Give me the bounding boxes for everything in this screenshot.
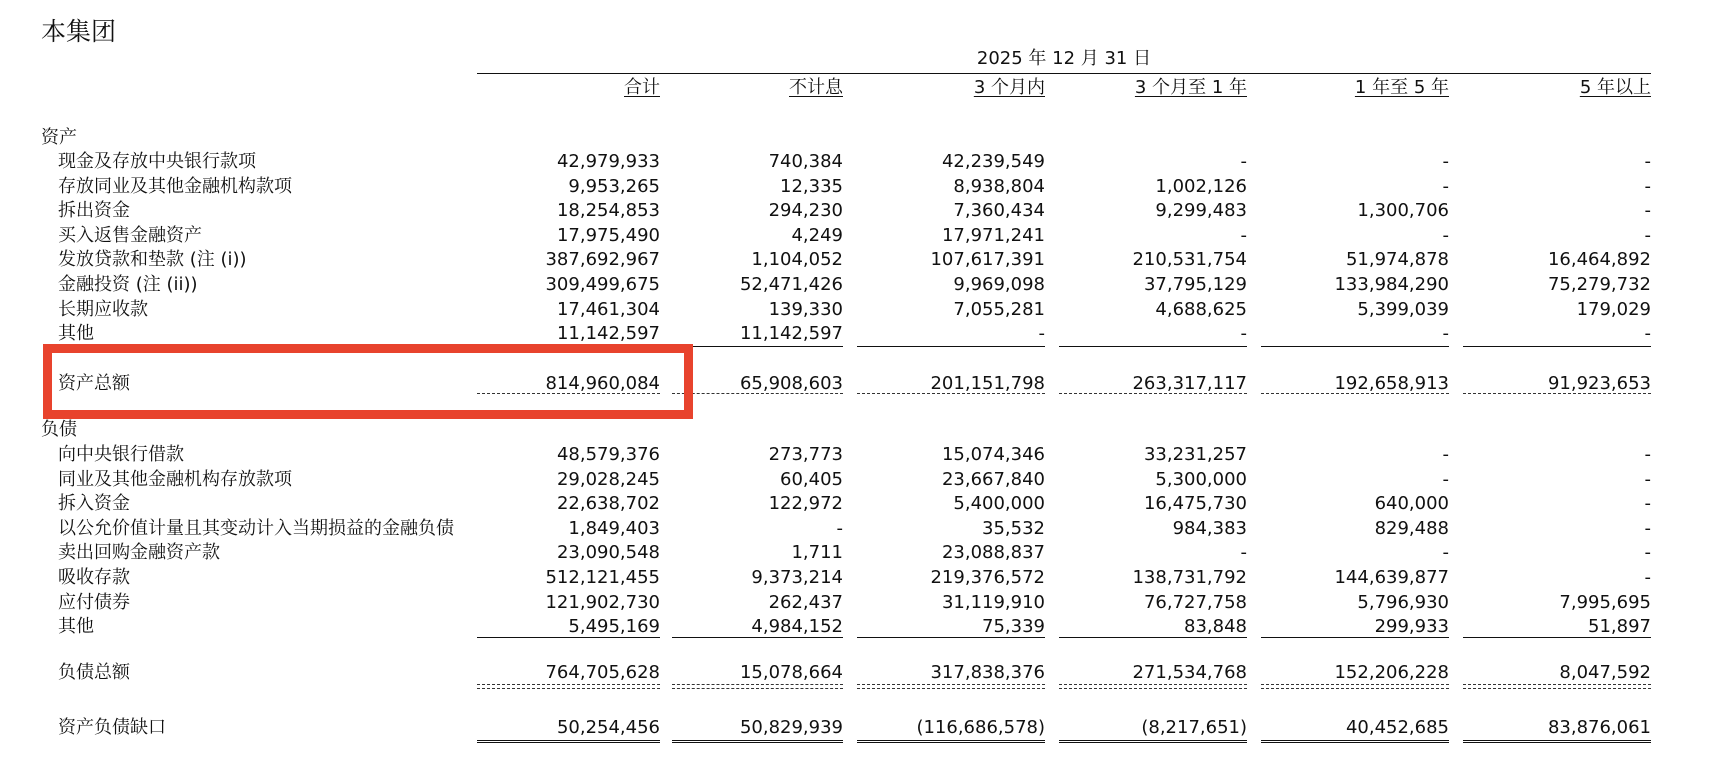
table-cell-total: 22,638,702 bbox=[556, 493, 660, 515]
table-cell-within-3-months: 219,376,572 bbox=[930, 567, 1045, 588]
period-header: 2025 年 12 月 31 日 bbox=[976, 48, 1152, 69]
gap-double-rule bbox=[857, 740, 1045, 743]
subtotal-rule bbox=[1059, 346, 1247, 347]
table-cell-non-interest: 12,335 bbox=[780, 175, 843, 197]
table-cell-3-months-to-1-year: 9,299,483 bbox=[1155, 200, 1247, 222]
table-cell-1-to-5-years: 829,488 bbox=[1374, 517, 1449, 539]
total-dashed-rule bbox=[672, 684, 843, 685]
table-cell-total: 18,254,853 bbox=[556, 200, 660, 222]
gap-double-rule bbox=[1463, 740, 1651, 743]
col-header-within-3-months: 3 个月内 bbox=[973, 77, 1045, 98]
gap-cell-within-3-months: (116,686,578) bbox=[916, 717, 1045, 738]
table-cell-non-interest: 60,405 bbox=[780, 468, 843, 490]
asset-total-cell-3-months-to-1-year: 263,317,117 bbox=[1132, 373, 1247, 394]
table-cell-non-interest: 11,142,597 bbox=[739, 323, 843, 345]
table-cell-over-5-years: 16,464,892 bbox=[1547, 249, 1651, 271]
table-cell-non-interest: - bbox=[836, 517, 843, 539]
row-label: 卖出回购金融资产款 bbox=[58, 542, 220, 564]
liability-total-cell-over-5-years: 8,047,592 bbox=[1559, 662, 1651, 683]
asset-total-cell-1-to-5-years: 192,658,913 bbox=[1334, 373, 1449, 394]
table-cell-3-months-to-1-year: 1,002,126 bbox=[1155, 175, 1247, 197]
table-cell-over-5-years: - bbox=[1644, 200, 1651, 222]
table-cell-within-3-months: 8,938,804 bbox=[953, 175, 1045, 197]
total-dashed-rule bbox=[857, 684, 1045, 685]
row-label: 应付债券 bbox=[58, 591, 130, 613]
asset-total-row bbox=[0, 372, 1728, 396]
total-dashed-rule bbox=[1261, 684, 1449, 685]
subtotal-rule bbox=[857, 637, 1045, 638]
table-cell-1-to-5-years: 5,399,039 bbox=[1357, 298, 1449, 320]
col-header-non-interest: 不计息 bbox=[789, 77, 843, 98]
table-cell-within-3-months: 15,074,346 bbox=[941, 444, 1045, 465]
table-cell-total: 5,495,169 bbox=[568, 616, 660, 638]
table-cell-3-months-to-1-year: - bbox=[1240, 151, 1247, 172]
row-label: 同业及其他金融机构存放款项 bbox=[58, 468, 292, 490]
table-cell-over-5-years: - bbox=[1644, 151, 1651, 172]
table-cell-total: 387,692,967 bbox=[545, 249, 660, 271]
table-cell-1-to-5-years: 133,984,290 bbox=[1334, 274, 1449, 295]
row-label: 现金及存放中央银行款项 bbox=[58, 151, 256, 172]
table-cell-within-3-months: 35,532 bbox=[982, 517, 1045, 539]
table-row bbox=[0, 273, 1728, 297]
table-cell-total: 121,902,730 bbox=[545, 591, 660, 613]
table-cell-within-3-months: 31,119,910 bbox=[941, 591, 1045, 613]
table-row bbox=[0, 298, 1728, 322]
table-cell-1-to-5-years: - bbox=[1442, 175, 1449, 197]
table-cell-within-3-months: 7,360,434 bbox=[953, 200, 1045, 222]
asset-total-cell-total: 814,960,084 bbox=[545, 373, 660, 394]
table-row bbox=[0, 199, 1728, 223]
table-cell-non-interest: 9,373,214 bbox=[751, 567, 843, 588]
asset-total-cell-non-interest: 65,908,603 bbox=[739, 373, 843, 394]
liability-total-row bbox=[0, 661, 1728, 685]
table-cell-over-5-years: 179,029 bbox=[1576, 298, 1651, 320]
table-cell-1-to-5-years: 51,974,878 bbox=[1345, 249, 1449, 271]
table-row bbox=[0, 224, 1728, 248]
table-cell-non-interest: 1,104,052 bbox=[751, 249, 843, 271]
table-cell-total: 17,461,304 bbox=[556, 298, 660, 320]
table-cell-total: 48,579,376 bbox=[556, 444, 660, 465]
table-cell-3-months-to-1-year: 76,727,758 bbox=[1143, 591, 1247, 613]
gap-cell-1-to-5-years: 40,452,685 bbox=[1345, 717, 1449, 738]
table-cell-3-months-to-1-year: 138,731,792 bbox=[1132, 567, 1247, 588]
gap-row bbox=[0, 716, 1728, 740]
table-cell-3-months-to-1-year: - bbox=[1240, 323, 1247, 345]
table-cell-1-to-5-years: 144,639,877 bbox=[1334, 567, 1449, 588]
row-label: 其他 bbox=[58, 616, 94, 638]
total-dashed-rule bbox=[477, 684, 660, 685]
col-header-3-months-to-1-year: 3 个月至 1 年 bbox=[1134, 77, 1247, 98]
table-cell-within-3-months: 7,055,281 bbox=[953, 298, 1045, 320]
table-cell-over-5-years: - bbox=[1644, 175, 1651, 197]
total-dashed-rule bbox=[1059, 688, 1247, 689]
table-cell-1-to-5-years: 1,300,706 bbox=[1357, 200, 1449, 222]
subtotal-rule bbox=[477, 637, 660, 638]
gap-cell-over-5-years: 83,876,061 bbox=[1547, 717, 1651, 738]
table-cell-over-5-years: - bbox=[1644, 444, 1651, 465]
row-label: 拆入资金 bbox=[58, 493, 130, 515]
subtotal-rule bbox=[672, 637, 843, 638]
table-cell-over-5-years: - bbox=[1644, 224, 1651, 246]
table-cell-1-to-5-years: - bbox=[1442, 323, 1449, 345]
liability-total-cell-total: 764,705,628 bbox=[545, 662, 660, 683]
subtotal-rule bbox=[1261, 637, 1449, 638]
gap-cell-total: 50,254,456 bbox=[556, 717, 660, 738]
subtotal-rule bbox=[857, 346, 1045, 347]
table-cell-within-3-months: 17,971,241 bbox=[941, 224, 1045, 246]
table-cell-over-5-years: - bbox=[1644, 567, 1651, 588]
table-row bbox=[0, 150, 1728, 174]
gap-cell-non-interest: 50,829,939 bbox=[739, 717, 843, 738]
gap-double-rule bbox=[477, 740, 660, 743]
row-label: 吸收存款 bbox=[58, 567, 130, 588]
table-cell-total: 9,953,265 bbox=[568, 175, 660, 197]
table-row bbox=[0, 443, 1728, 467]
table-cell-over-5-years: 7,995,695 bbox=[1559, 591, 1651, 613]
table-cell-non-interest: 4,249 bbox=[791, 224, 843, 246]
subtotal-rule bbox=[477, 346, 660, 347]
table-cell-3-months-to-1-year: 210,531,754 bbox=[1132, 249, 1247, 271]
table-cell-3-months-to-1-year: 33,231,257 bbox=[1143, 444, 1247, 465]
table-cell-3-months-to-1-year: - bbox=[1240, 224, 1247, 246]
table-cell-within-3-months: - bbox=[1038, 323, 1045, 345]
row-label: 长期应收款 bbox=[58, 298, 148, 320]
table-row bbox=[0, 248, 1728, 272]
table-cell-non-interest: 122,972 bbox=[768, 493, 843, 515]
table-cell-non-interest: 262,437 bbox=[768, 591, 843, 613]
table-cell-total: 17,975,490 bbox=[556, 224, 660, 246]
liability-total-cell-within-3-months: 317,838,376 bbox=[930, 662, 1045, 683]
subtotal-rule bbox=[672, 346, 843, 347]
table-cell-total: 512,121,455 bbox=[545, 567, 660, 588]
table-cell-3-months-to-1-year: 5,300,000 bbox=[1155, 468, 1247, 490]
col-header-1-to-5-years: 1 年至 5 年 bbox=[1354, 77, 1449, 98]
table-cell-1-to-5-years: - bbox=[1442, 151, 1449, 172]
table-cell-non-interest: 740,384 bbox=[768, 151, 843, 172]
table-cell-total: 42,979,933 bbox=[556, 151, 660, 172]
table-cell-over-5-years: - bbox=[1644, 493, 1651, 515]
table-cell-within-3-months: 107,617,391 bbox=[930, 249, 1045, 271]
table-cell-1-to-5-years: - bbox=[1442, 542, 1449, 564]
row-label: 发放贷款和垫款 (注 (i)) bbox=[58, 249, 247, 271]
asset-total-cell-over-5-years: 91,923,653 bbox=[1547, 373, 1651, 394]
total-dashed-rule bbox=[1463, 688, 1651, 689]
table-cell-over-5-years: - bbox=[1644, 517, 1651, 539]
table-row bbox=[0, 566, 1728, 590]
subtotal-rule bbox=[1261, 346, 1449, 347]
row-label: 拆出资金 bbox=[58, 200, 130, 222]
table-cell-over-5-years: - bbox=[1644, 542, 1651, 564]
section-label-assets: 资产 bbox=[41, 127, 77, 148]
row-label: 资产总额 bbox=[58, 373, 130, 394]
group-title: 本集团 bbox=[41, 17, 117, 46]
table-row bbox=[0, 615, 1728, 639]
table-row bbox=[0, 175, 1728, 199]
table-row bbox=[0, 492, 1728, 516]
row-label: 负债总额 bbox=[58, 662, 130, 683]
table-cell-1-to-5-years: 5,796,930 bbox=[1357, 591, 1449, 613]
table-cell-3-months-to-1-year: 984,383 bbox=[1172, 517, 1247, 539]
row-label: 存放同业及其他金融机构款项 bbox=[58, 175, 292, 197]
total-dashed-rule bbox=[1463, 684, 1651, 685]
row-label: 其他 bbox=[58, 323, 94, 345]
row-label: 以公允价值计量且其变动计入当期损益的金融负债 bbox=[58, 517, 454, 539]
table-cell-1-to-5-years: 640,000 bbox=[1374, 493, 1449, 515]
table-cell-1-to-5-years: - bbox=[1442, 224, 1449, 246]
table-cell-within-3-months: 5,400,000 bbox=[953, 493, 1045, 515]
table-cell-over-5-years: 51,897 bbox=[1588, 616, 1651, 638]
liability-total-cell-1-to-5-years: 152,206,228 bbox=[1334, 662, 1449, 683]
period-rule bbox=[477, 73, 1651, 74]
col-header-total: 合计 bbox=[624, 77, 660, 98]
table-cell-non-interest: 52,471,426 bbox=[739, 274, 843, 295]
table-cell-1-to-5-years: - bbox=[1442, 444, 1449, 465]
table-row bbox=[0, 322, 1728, 346]
table-cell-total: 29,028,245 bbox=[556, 468, 660, 490]
subtotal-rule bbox=[1059, 637, 1247, 638]
table-cell-total: 23,090,548 bbox=[556, 542, 660, 564]
table-cell-3-months-to-1-year: 37,795,129 bbox=[1143, 274, 1247, 295]
liability-total-cell-non-interest: 15,078,664 bbox=[739, 662, 843, 683]
table-cell-total: 11,142,597 bbox=[556, 323, 660, 345]
table-cell-within-3-months: 23,667,840 bbox=[941, 468, 1045, 490]
table-cell-1-to-5-years: - bbox=[1442, 468, 1449, 490]
table-cell-non-interest: 4,984,152 bbox=[751, 616, 843, 638]
table-row bbox=[0, 517, 1728, 541]
table-cell-over-5-years: - bbox=[1644, 468, 1651, 490]
table-cell-3-months-to-1-year: 83,848 bbox=[1184, 616, 1247, 638]
total-dashed-rule bbox=[1059, 684, 1247, 685]
table-cell-over-5-years: - bbox=[1644, 323, 1651, 345]
table-row bbox=[0, 541, 1728, 565]
col-header-over-5-years: 5 年以上 bbox=[1579, 77, 1651, 98]
table-row bbox=[0, 468, 1728, 492]
subtotal-rule bbox=[1463, 637, 1651, 638]
table-cell-non-interest: 1,711 bbox=[791, 542, 843, 564]
table-cell-3-months-to-1-year: 4,688,625 bbox=[1155, 298, 1247, 320]
table-cell-within-3-months: 42,239,549 bbox=[941, 151, 1045, 172]
gap-double-rule bbox=[672, 740, 843, 743]
gap-cell-3-months-to-1-year: (8,217,651) bbox=[1141, 717, 1247, 738]
table-cell-total: 1,849,403 bbox=[568, 517, 660, 539]
table-cell-total: 309,499,675 bbox=[545, 274, 660, 295]
table-cell-1-to-5-years: 299,933 bbox=[1374, 616, 1449, 638]
total-dashed-rule bbox=[477, 688, 660, 689]
table-cell-within-3-months: 9,969,098 bbox=[953, 274, 1045, 295]
row-label: 资产负债缺口 bbox=[58, 717, 166, 738]
gap-double-rule bbox=[1059, 740, 1247, 743]
table-cell-non-interest: 139,330 bbox=[768, 298, 843, 320]
table-row bbox=[0, 591, 1728, 615]
subtotal-rule bbox=[1463, 346, 1651, 347]
section-label-liabilities: 负债 bbox=[41, 419, 77, 440]
asset-total-cell-within-3-months: 201,151,798 bbox=[930, 373, 1045, 394]
table-cell-over-5-years: 75,279,732 bbox=[1547, 274, 1651, 295]
row-label: 向中央银行借款 bbox=[58, 444, 184, 465]
table-cell-within-3-months: 23,088,837 bbox=[941, 542, 1045, 564]
table-cell-3-months-to-1-year: 16,475,730 bbox=[1143, 493, 1247, 515]
table-cell-within-3-months: 75,339 bbox=[982, 616, 1045, 638]
total-dashed-rule bbox=[1261, 688, 1449, 689]
total-dashed-rule bbox=[857, 688, 1045, 689]
total-dashed-rule bbox=[672, 688, 843, 689]
table-cell-non-interest: 273,773 bbox=[768, 444, 843, 465]
row-label: 买入返售金融资产 bbox=[58, 224, 202, 246]
gap-double-rule bbox=[1261, 740, 1449, 743]
liability-total-cell-3-months-to-1-year: 271,534,768 bbox=[1132, 662, 1247, 683]
table-cell-3-months-to-1-year: - bbox=[1240, 542, 1247, 564]
row-label: 金融投资 (注 (ii)) bbox=[58, 274, 198, 295]
table-cell-non-interest: 294,230 bbox=[768, 200, 843, 222]
